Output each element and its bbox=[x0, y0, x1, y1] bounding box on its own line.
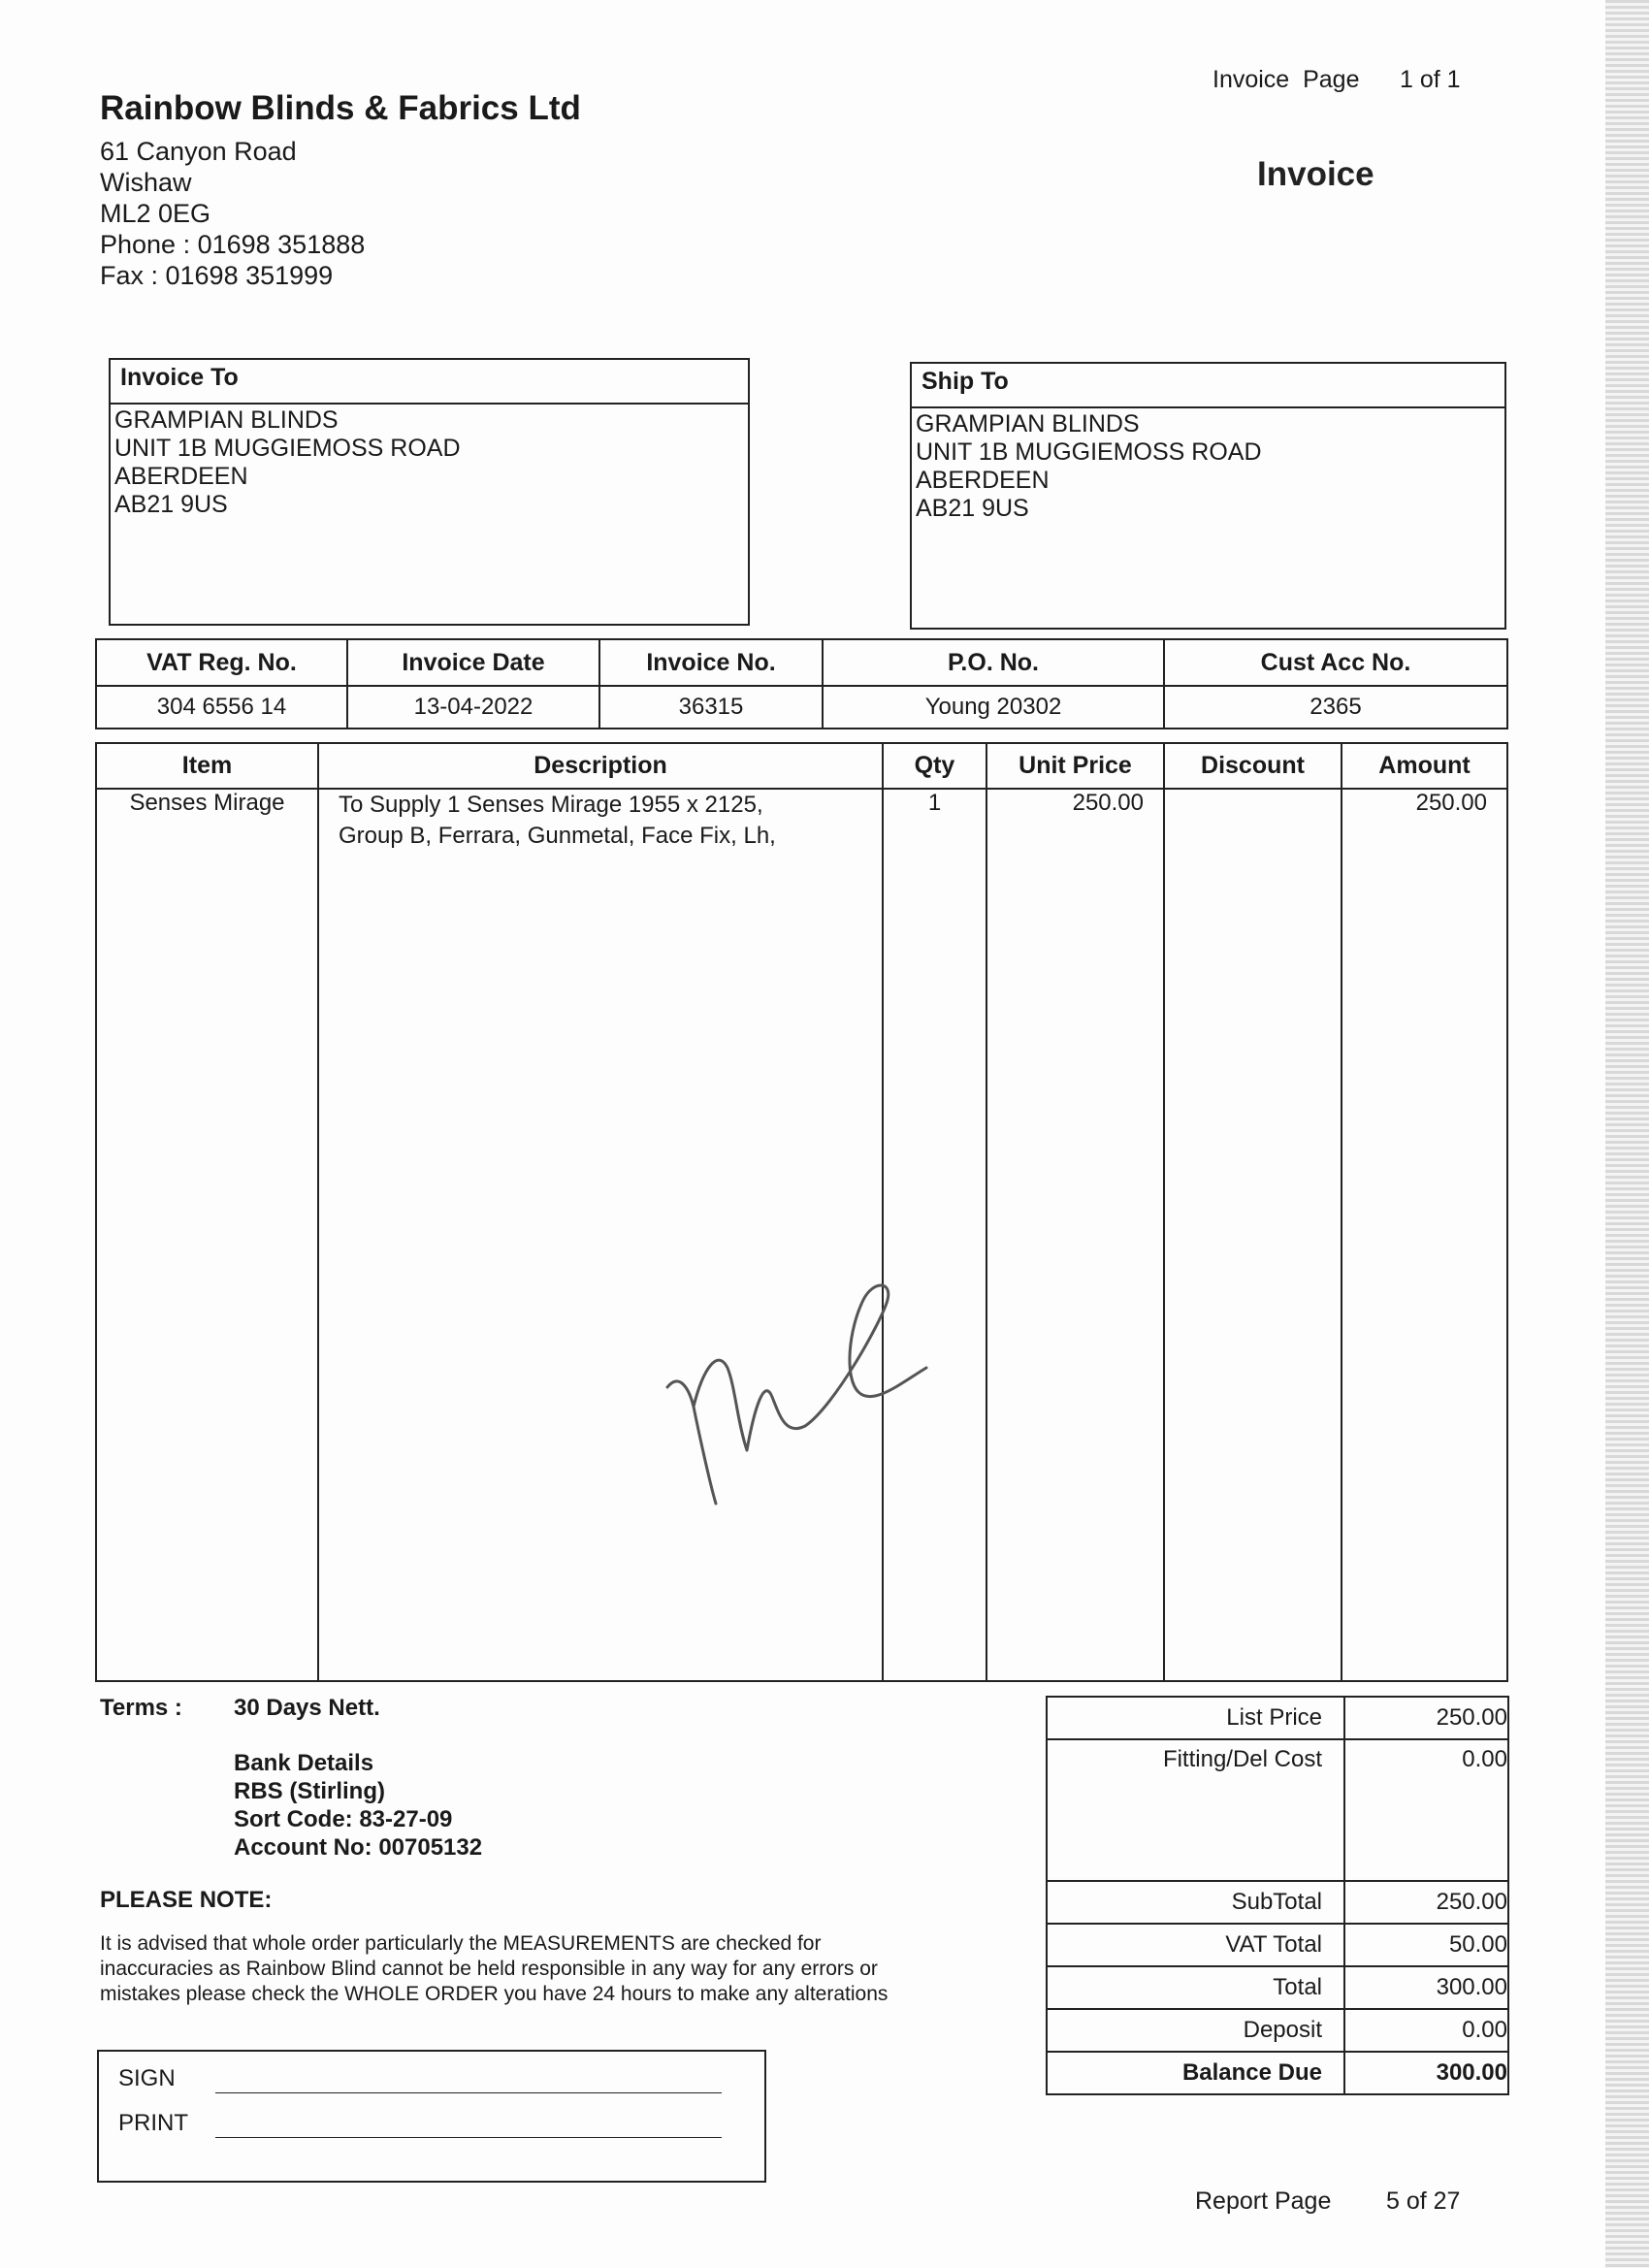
ship-to-heading: Ship To bbox=[912, 364, 1504, 408]
description-line: To Supply 1 Senses Mirage 1955 x 2125, bbox=[339, 792, 763, 818]
handwritten-initials bbox=[650, 1261, 941, 1523]
note-line: It is advised that whole order particularly the MEASUREMENTS are checked for bbox=[100, 1932, 822, 1955]
ship-to-line: ABERDEEN bbox=[916, 467, 1050, 494]
company-address bbox=[100, 136, 365, 291]
page-label: Invoice Page bbox=[1212, 66, 1360, 93]
invoice-no-value: 36315 bbox=[599, 686, 823, 729]
bank-line: Sort Code: 83-27-09 bbox=[234, 1806, 453, 1832]
report-page-value: 5 of 27 bbox=[1386, 2187, 1461, 2215]
cust-acc-value: 2365 bbox=[1164, 686, 1507, 729]
amount-header: Amount bbox=[1342, 743, 1507, 789]
item-header: Item bbox=[96, 743, 318, 789]
po-no-value: Young 20302 bbox=[823, 686, 1164, 729]
document-title: Invoice bbox=[1257, 155, 1374, 193]
fitting-value: 0.00 bbox=[1344, 1739, 1508, 1881]
bank-line: Bank Details bbox=[234, 1750, 374, 1776]
items-header-row bbox=[96, 743, 1507, 789]
description-cell bbox=[318, 789, 883, 1681]
total-row bbox=[1047, 1966, 1508, 2009]
terms-label: Terms : bbox=[100, 1695, 182, 1721]
table-row bbox=[96, 789, 1507, 1681]
invoice-info-table bbox=[95, 638, 1508, 729]
unit-price-header: Unit Price bbox=[986, 743, 1164, 789]
fax-line: Fax : 01698 351999 bbox=[100, 261, 334, 290]
qty-header: Qty bbox=[883, 743, 986, 789]
subtotal-label: SubTotal bbox=[1047, 1881, 1344, 1924]
vat-total-value: 50.00 bbox=[1344, 1924, 1508, 1966]
vat-reg-header: VAT Reg. No. bbox=[96, 639, 347, 686]
note-line: mistakes please check the WHOLE ORDER you have 24 hours to make any alterations bbox=[100, 1983, 889, 2005]
print-field[interactable] bbox=[215, 2137, 722, 2138]
invoice-to-line: UNIT 1B MUGGIEMOSS ROAD bbox=[114, 435, 461, 462]
note-line: inaccuracies as Rainbow Blind cannot be held responsible in any way for any errors or bbox=[100, 1958, 878, 1980]
sign-field[interactable] bbox=[215, 2092, 722, 2093]
list-price-value: 250.00 bbox=[1344, 1697, 1508, 1739]
company-name: Rainbow Blinds & Fabrics Ltd bbox=[100, 89, 581, 127]
description-header: Description bbox=[318, 743, 883, 789]
invoice-to-heading: Invoice To bbox=[111, 360, 748, 405]
invoice-date-value: 13-04-2022 bbox=[347, 686, 599, 729]
subtotal-row bbox=[1047, 1881, 1508, 1924]
description-line: Group B, Ferrara, Gunmetal, Face Fix, Lh, bbox=[339, 823, 776, 849]
discount-header: Discount bbox=[1164, 743, 1342, 789]
sign-box bbox=[97, 2050, 766, 2183]
invoice-to-line: ABERDEEN bbox=[114, 463, 248, 490]
line-items-table bbox=[95, 742, 1508, 1682]
ship-to-box bbox=[910, 362, 1506, 630]
list-price-row bbox=[1047, 1697, 1508, 1739]
deposit-label: Deposit bbox=[1047, 2009, 1344, 2052]
page-value: 1 of 1 bbox=[1400, 66, 1461, 93]
please-note-text bbox=[100, 1931, 1031, 2007]
qty-cell: 1 bbox=[883, 789, 986, 1681]
invoice-to-box bbox=[109, 358, 750, 626]
ship-to-address bbox=[912, 408, 1504, 525]
print-label: PRINT bbox=[118, 2110, 188, 2136]
vat-total-label: VAT Total bbox=[1047, 1924, 1344, 1966]
unit-price-cell: 250.00 bbox=[986, 789, 1164, 1681]
invoice-to-line: AB21 9US bbox=[114, 491, 228, 518]
ship-to-line: UNIT 1B MUGGIEMOSS ROAD bbox=[916, 438, 1262, 466]
invoice-no-header: Invoice No. bbox=[599, 639, 823, 686]
cust-acc-header: Cust Acc No. bbox=[1164, 639, 1507, 686]
totals-table bbox=[1046, 1696, 1509, 2095]
bank-details bbox=[234, 1749, 482, 1862]
bank-line: RBS (Stirling) bbox=[234, 1778, 385, 1804]
list-price-label: List Price bbox=[1047, 1697, 1344, 1739]
please-note-title: PLEASE NOTE: bbox=[100, 1887, 273, 1913]
report-page-label: Report Page bbox=[1195, 2187, 1332, 2215]
balance-due-value: 300.00 bbox=[1344, 2052, 1508, 2094]
info-value-row bbox=[96, 686, 1507, 729]
fitting-row bbox=[1047, 1739, 1508, 1881]
total-value: 300.00 bbox=[1344, 1966, 1508, 2009]
invoice-to-line: GRAMPIAN BLINDS bbox=[114, 406, 339, 434]
address-line: 61 Canyon Road bbox=[100, 137, 297, 166]
fitting-label: Fitting/Del Cost bbox=[1047, 1739, 1344, 1881]
discount-cell bbox=[1164, 789, 1342, 1681]
deposit-value: 0.00 bbox=[1344, 2009, 1508, 2052]
address-line: Wishaw bbox=[100, 168, 192, 197]
invoice-date-header: Invoice Date bbox=[347, 639, 599, 686]
sign-label: SIGN bbox=[118, 2065, 176, 2091]
balance-due-row bbox=[1047, 2052, 1508, 2094]
info-header-row bbox=[96, 639, 1507, 686]
deposit-row bbox=[1047, 2009, 1508, 2052]
po-no-header: P.O. No. bbox=[823, 639, 1164, 686]
scanner-edge bbox=[1605, 0, 1649, 2268]
invoice-to-address bbox=[111, 405, 748, 521]
subtotal-value: 250.00 bbox=[1344, 1881, 1508, 1924]
balance-due-label: Balance Due bbox=[1047, 2052, 1344, 2094]
vat-reg-value: 304 6556 14 bbox=[96, 686, 347, 729]
bank-line: Account No: 00705132 bbox=[234, 1834, 483, 1861]
amount-cell: 250.00 bbox=[1342, 789, 1507, 1681]
ship-to-line: GRAMPIAN BLINDS bbox=[916, 410, 1140, 437]
terms-value: 30 Days Nett. bbox=[234, 1695, 380, 1721]
address-line: ML2 0EG bbox=[100, 199, 211, 228]
ship-to-line: AB21 9US bbox=[916, 495, 1029, 522]
vat-total-row bbox=[1047, 1924, 1508, 1966]
item-cell: Senses Mirage bbox=[96, 789, 318, 1681]
total-label: Total bbox=[1047, 1966, 1344, 2009]
phone-line: Phone : 01698 351888 bbox=[100, 230, 366, 259]
